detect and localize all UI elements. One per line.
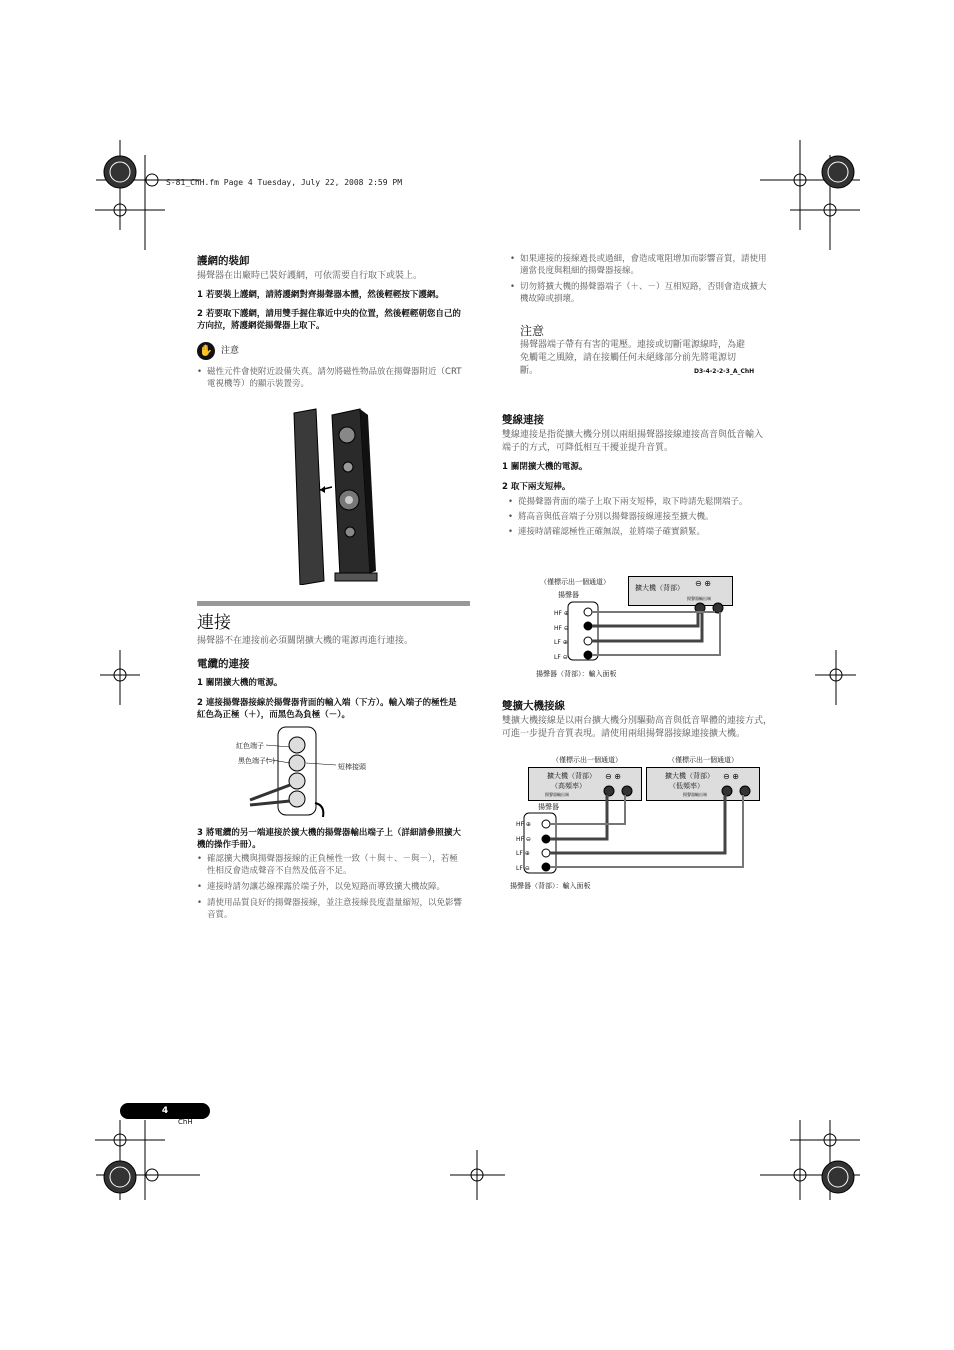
biamp-row-lf-plus: LF ⊕ [516,850,530,857]
biamp-row-lf-minus: LF ⊖ [516,864,530,872]
caution-code: D3-4-2-2-3_A_ChH [694,368,755,375]
biamp-amp-high: 擴大機（背部） [547,772,596,780]
biamp-amp-high-sub: （高頻率） [551,782,586,790]
connect-title: 連接 [197,613,231,633]
caution-title: 注意 [520,324,545,338]
biwire-title: 雙線連接 [502,414,544,426]
biamp-intro: 雙擴大機接線是以兩台擴大機分別驅動高音與低音單體的連接方式，可進一步提升音質表現。請使用兩組揚聲器接線連接擴大機。 [502,716,773,739]
connect-section [197,608,470,648]
biamp-amp-high-polarity: ⊖ ⊕ [605,772,621,781]
biwire-step-1: 1 關閉擴大機的電源。 [502,462,588,472]
grille-intro: 揚聲器在出廠時已裝好護網，可依需要自行取下或裝上。 [197,271,423,281]
biamp-amp-low-terms: 揚聲器輸出端 [683,792,707,797]
biamp-diag-top-left: （僅標示出一個通道） [552,756,622,764]
biwire-diag-speaker: 揚聲器 [558,591,579,599]
caution-body-3: 斷。 [520,366,539,376]
cable-step-1: 1 關閉擴大機的電源。 [197,678,283,688]
biamp-row-labels [516,818,531,876]
grille-section [197,253,465,390]
biwire-row-labels [554,607,569,665]
right-bullet-2: • 切勿將擴大機的揚聲器端子（＋、－）互相短路，否則會造成擴大機故障或損壞。 [510,281,772,305]
biwire-row-lf-plus: LF ⊕ [554,639,568,646]
file-stamp: S-81_ChH.fm Page 4 Tuesday, July 22, 2008 2:59 PM [166,178,403,187]
terminal-illustration [230,725,380,820]
biamp-speaker: 揚聲器 [538,803,559,811]
grille-title: 護網的裝卸 [197,255,250,267]
label-jumper: 短棒接頭 [338,763,366,771]
caution-body-1: 揚聲器端子帶有有害的電壓。連接或切斷電源線時，為避 [520,340,746,350]
biwire-row-lf-minus: LF ⊖ [554,653,568,661]
page-number-tab [120,1103,210,1119]
footer-lang: ChH [178,1118,193,1126]
biamp-amp-low-polarity: ⊖ ⊕ [723,772,739,781]
cable-bullet-1: • 確認擴大機與揚聲器接線的正負極性一致（＋與＋、－與－），若極性相反會造成聲音不自然及低音不足。 [197,853,465,877]
biamp-wiring [510,785,760,875]
biwire-amp-label: 擴大機（背部） [635,584,684,592]
cable-step-3: 3 將電纜的另一端連接於擴大機的揚聲器輸出端子上（詳細請參照擴大機的操作手冊）。 [197,828,461,850]
cable-step3-block [197,827,465,921]
caution-row [197,342,465,360]
biwire-diag-panel: 揚聲器（背部）：輸入面板 [536,670,617,678]
biamp-diag-top-right: （僅標示出一個通道） [668,756,738,764]
speaker-illustration [290,405,380,585]
right-top-bullets [510,253,772,305]
biwire-amp-polarity: ⊖ ⊕ [695,579,711,588]
cable-title: 電纜的連接 [197,658,250,670]
grille-step-2: 2 若要取下護網，請用雙手握住靠近中央的位置，然後輕輕朝您自己的方向拉，將護網從揚聲器上取下。 [197,309,461,331]
cable-step-2: 2 連接揚聲器接線於揚聲器背面的輸入端（下方）。輸入端子的極性是紅色為正極（＋），而黑色為負極（－）。 [197,698,457,720]
connect-intro: 揚聲器不在連接前必須關閉擴大機的電源再進行連接。 [197,636,414,646]
biwire-bullet-1: • 從揚聲器背面的端子上取下兩支短棒，取下時請先鬆開端子。 [508,496,770,508]
biwire-diag-top: （僅標示出一個通道） [540,578,610,586]
biwire-step-2: 2 取下兩支短棒。 [502,482,571,492]
caution-hand-icon: ✋ [197,342,215,360]
biwire-row-hf-plus: HF ⊕ [554,610,569,617]
biamp-amp-high-terms: 揚聲器輸出端 [545,792,569,797]
biwire-amp-terms: 揚聲器輸出端 [687,596,711,601]
biamp-section [502,698,772,741]
section-divider [197,601,470,606]
biwire-bullet-2: • 將高音與低音端子分別以揚聲器接線連接至擴大機。 [508,511,770,523]
biamp-amp-low-sub: （低頻率） [669,782,704,790]
biwire-intro: 雙線連接是指從擴大機分別以兩組揚聲器接線連接高音與低音輸入端子的方式，可降低相互干擾並提升音質。 [502,430,764,453]
caution-bullet: • 磁性元件會使附近設備失真。請勿將磁性物品放在揚聲器附近（CRT 電視機等）的顯示裝置旁。 [197,366,465,390]
biwire-bullet-3: • 連接時請確認極性正確無誤，並將端子確實鎖緊。 [508,526,770,538]
cable-bullet-2: • 連接時請勿讓芯線裸露於端子外，以免短路而導致擴大機故障。 [197,881,465,893]
caution-body-2: 免觸電之風險，請在接觸任何未絕緣部分前先將電源切 [520,353,737,363]
label-red-terminal: 紅色端子 [236,742,264,750]
biamp-title: 雙擴大機接線 [502,700,565,712]
right-bullet-1: • 如果連接的接線過長或過細，會造成電阻增加而影響音質，請使用適當長度與粗細的揚聲器接線。 [510,253,772,277]
cable-section [197,656,465,721]
label-black-terminal: 黑色端子(–) [238,757,275,765]
biamp-row-hf-plus: HF ⊕ [516,821,531,828]
caution-label: 注意 [221,345,240,356]
grille-step-1: 1 若要裝上護網，請將護網對齊揚聲器本體，然後輕輕按下護網。 [197,290,444,300]
biwire-row-hf-minus: HF ⊖ [554,624,569,632]
biwire-section [502,412,770,538]
biamp-amp-low: 擴大機（背部） [665,772,714,780]
cable-bullet-3: • 請使用品質良好的揚聲器接線，並注意接線長度盡量縮短，以免影響音質。 [197,897,465,921]
biamp-row-hf-minus: HF ⊖ [516,835,531,843]
biwire-wiring [548,598,738,664]
page-number: 4 [161,1106,169,1116]
biamp-panel: 揚聲器（背部）：輸入面板 [510,882,591,890]
